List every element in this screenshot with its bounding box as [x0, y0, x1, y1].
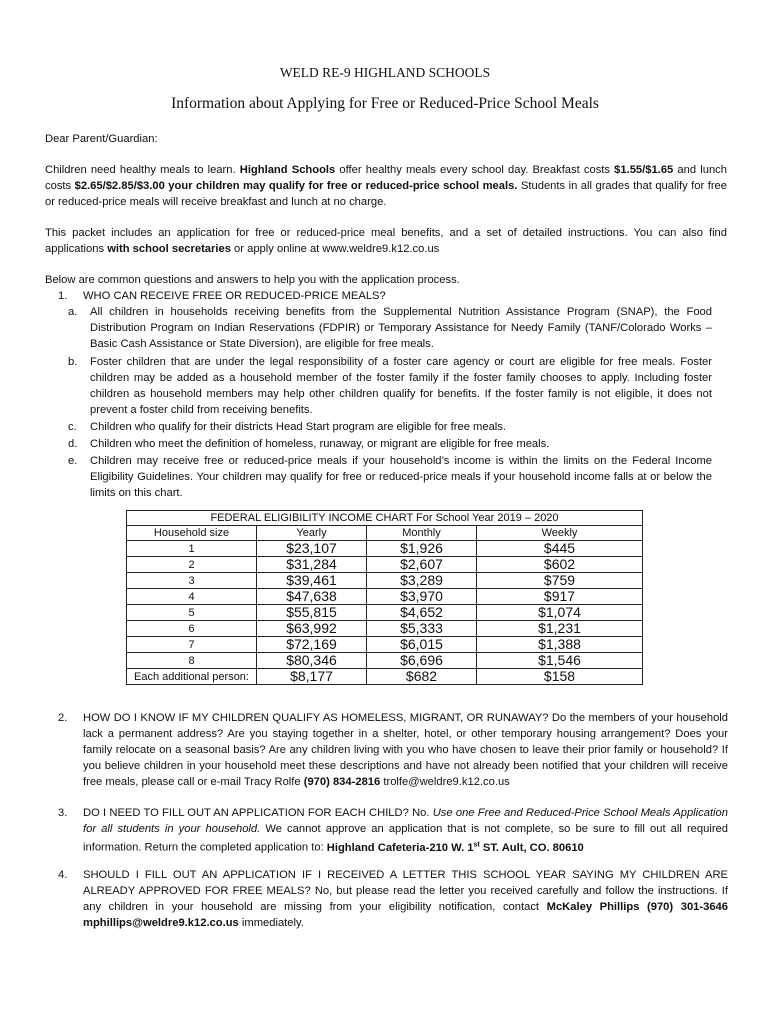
- question-4-text: immediately.: [238, 917, 304, 929]
- district-title: WELD RE-9 HIGHLAND SCHOOLS: [279, 65, 491, 80]
- income-cell: $72,169: [257, 637, 367, 653]
- table-row: [127, 653, 643, 669]
- income-cell: $682: [367, 669, 477, 685]
- income-cell: $445: [477, 541, 643, 557]
- table-row: [127, 589, 643, 605]
- income-cell: $917: [477, 589, 643, 605]
- household-size-cell: Each additional person:: [127, 669, 257, 685]
- table-row: [127, 621, 643, 637]
- table-row: [127, 557, 643, 573]
- income-cell: $1,388: [477, 637, 643, 653]
- household-size-cell: 3: [127, 573, 257, 589]
- question-4: [83, 867, 728, 931]
- income-cell: $602: [477, 557, 643, 573]
- income-cell: $39,461: [257, 573, 367, 589]
- lunch-price: $2.65/$2.85/$3.00 your children may qualify for free or reduced-price school meals.: [74, 180, 518, 192]
- intro-text: and lunch costs: [45, 164, 727, 192]
- intro-paragraph-3: Below are common questions and answers to help you with the application process.: [45, 274, 460, 286]
- income-cell: $80,346: [257, 653, 367, 669]
- chart-header-row: [127, 526, 643, 541]
- list-marker: c.: [68, 421, 77, 433]
- table-row: [127, 605, 643, 621]
- column-header: Weekly: [477, 526, 643, 541]
- question-1: WHO CAN RECEIVE FREE OR REDUCED-PRICE MEALS?: [83, 290, 386, 302]
- question-3-text: DO I NEED TO FILL OUT AN APPLICATION FOR EACH CHILD? No.: [83, 807, 433, 819]
- question-3-italic: Use one Free and Reduced-Price School Meals Application for all students in your household.: [83, 807, 728, 835]
- question-number: 2.: [58, 712, 68, 724]
- income-cell: $55,815: [257, 605, 367, 621]
- income-cell: $6,015: [367, 637, 477, 653]
- question-2-text: HOW DO I KNOW IF MY CHILDREN QUALIFY AS HOMELESS, MIGRANT, OR RUNAWAY? Do the members of your household lack a permanent address? Are you staying together in a shelter, hotel, or other temporary housing arrangement? Does your family relocate on a seasonal basis? Are any children living with you who have chosen to leave their prior family or household? If you believe children in your household meet these descriptions and have not already been notified that your children will receive free meals, please call or e-mail Tracy Rolfe: [83, 712, 728, 788]
- question-3: [83, 805, 728, 856]
- list-item: Children who qualify for their districts Head Start program are eligible for free meals.: [90, 421, 506, 433]
- intro-text: Students in all grades that qualify for free or reduced-price meals will receive breakfast and lunch at no charge.: [45, 180, 727, 208]
- page-title: Information about Applying for Free or Reduced-Price School Meals: [171, 95, 599, 112]
- list-marker: d.: [68, 438, 78, 450]
- intro-text: This packet includes an application for free or reduced-price meal benefits, and a set of detailed instructions. You can also find applications: [45, 227, 727, 255]
- secretaries-note: with school secretaries: [107, 243, 231, 255]
- return-address: Highland Cafeteria-210 W. 1st ST. Ault, CO. 80610: [326, 841, 584, 854]
- intro-text: offer healthy meals every school day. Breakfast costs: [335, 164, 615, 176]
- list-item: All children in households receiving benefits from the Supplemental Nutrition Assistance Program (SNAP), the Food Distribution Program on Indian Reservations (FDPIR) or Temporary Assistance for Needy Family (TANF/Colorado Works – Basic Cash Assistance or State Diversion), are eligible for free meals.: [90, 306, 712, 350]
- question-4-text: SHOULD I FILL OUT AN APPLICATION IF I RECEIVED A LETTER THIS SCHOOL YEAR SAYING MY CHILDREN ARE ALREADY APPROVED FOR FREE MEALS? No, but please read the letter you received carefully and follow the instructions. If any children in your household are missing from your eligibility notification, contact: [83, 869, 728, 913]
- website-text: or apply online at www.weldre9.k12.co.us: [230, 243, 440, 255]
- income-cell: $47,638: [257, 589, 367, 605]
- contact-info: McKaley Phillips (970) 301-3646 mphillips@weldre9.k12.co.us: [83, 901, 728, 929]
- income-cell: $1,231: [477, 621, 643, 637]
- income-cell: $4,652: [367, 605, 477, 621]
- school-name: Highland Schools: [239, 164, 336, 176]
- list-marker: b.: [68, 356, 78, 368]
- chart-title: FEDERAL ELIGIBILITY INCOME CHART For School Year 2019 – 2020: [127, 511, 643, 526]
- income-cell: $31,284: [257, 557, 367, 573]
- column-header: Monthly: [367, 526, 477, 541]
- household-size-cell: 7: [127, 637, 257, 653]
- column-header: Household size: [127, 526, 257, 541]
- question-3-text: We cannot approve an application that is not complete, so be sure to fill out all required information. Return the completed application to:: [83, 823, 728, 854]
- household-size-cell: 8: [127, 653, 257, 669]
- income-cell: $23,107: [257, 541, 367, 557]
- greeting: Dear Parent/Guardian:: [45, 133, 158, 145]
- question-number: 4.: [58, 869, 68, 881]
- intro-paragraph-2: [45, 225, 727, 257]
- list-marker: a.: [68, 306, 78, 318]
- breakfast-price: $1.55/$1.65: [614, 164, 674, 176]
- income-cell: $8,177: [257, 669, 367, 685]
- contact-email: trolfe@weldre9.k12.co.us: [380, 776, 510, 788]
- intro-text: Children need healthy meals to learn.: [45, 164, 240, 176]
- table-row: [127, 541, 643, 557]
- question-2: [83, 710, 728, 790]
- income-cell: $2,607: [367, 557, 477, 573]
- table-row: [127, 637, 643, 653]
- household-size-cell: 1: [127, 541, 257, 557]
- intro-paragraph-1: [45, 162, 727, 210]
- household-size-cell: 4: [127, 589, 257, 605]
- household-size-cell: 5: [127, 605, 257, 621]
- question-number: 3.: [58, 807, 68, 819]
- list-item: Children may receive free or reduced-price meals if your household’s income is within the limits on the Federal Income Eligibility Guidelines. Your children may qualify for free or reduced-price meals if your household income falls at or below the limits on this chart.: [90, 455, 712, 499]
- income-chart-table: [126, 510, 643, 685]
- column-header: Yearly: [257, 526, 367, 541]
- table-row: [127, 669, 643, 685]
- question-number: 1.: [58, 290, 68, 302]
- contact-phone: (970) 834-2816: [303, 776, 381, 788]
- income-cell: $1,926: [367, 541, 477, 557]
- income-cell: $158: [477, 669, 643, 685]
- list-item: Foster children that are under the legal responsibility of a foster care agency or court are eligible for free meals. Foster children may be added as a household member of the foster family if the foster family chooses to apply. Including foster children as household members may help other children qualify for benefits. If the foster family is not eligible, it does not prevent a foster child from receiving benefits.: [90, 356, 712, 416]
- income-cell: $759: [477, 573, 643, 589]
- list-item: Children who meet the definition of homeless, runaway, or migrant are eligible for free meals.: [90, 438, 550, 450]
- income-cell: $1,546: [477, 653, 643, 669]
- table-row: [127, 573, 643, 589]
- income-cell: $63,992: [257, 621, 367, 637]
- income-cell: $3,970: [367, 589, 477, 605]
- household-size-cell: 6: [127, 621, 257, 637]
- income-cell: $5,333: [367, 621, 477, 637]
- list-marker: e.: [68, 455, 78, 467]
- income-cell: $1,074: [477, 605, 643, 621]
- household-size-cell: 2: [127, 557, 257, 573]
- income-cell: $3,289: [367, 573, 477, 589]
- income-cell: $6,696: [367, 653, 477, 669]
